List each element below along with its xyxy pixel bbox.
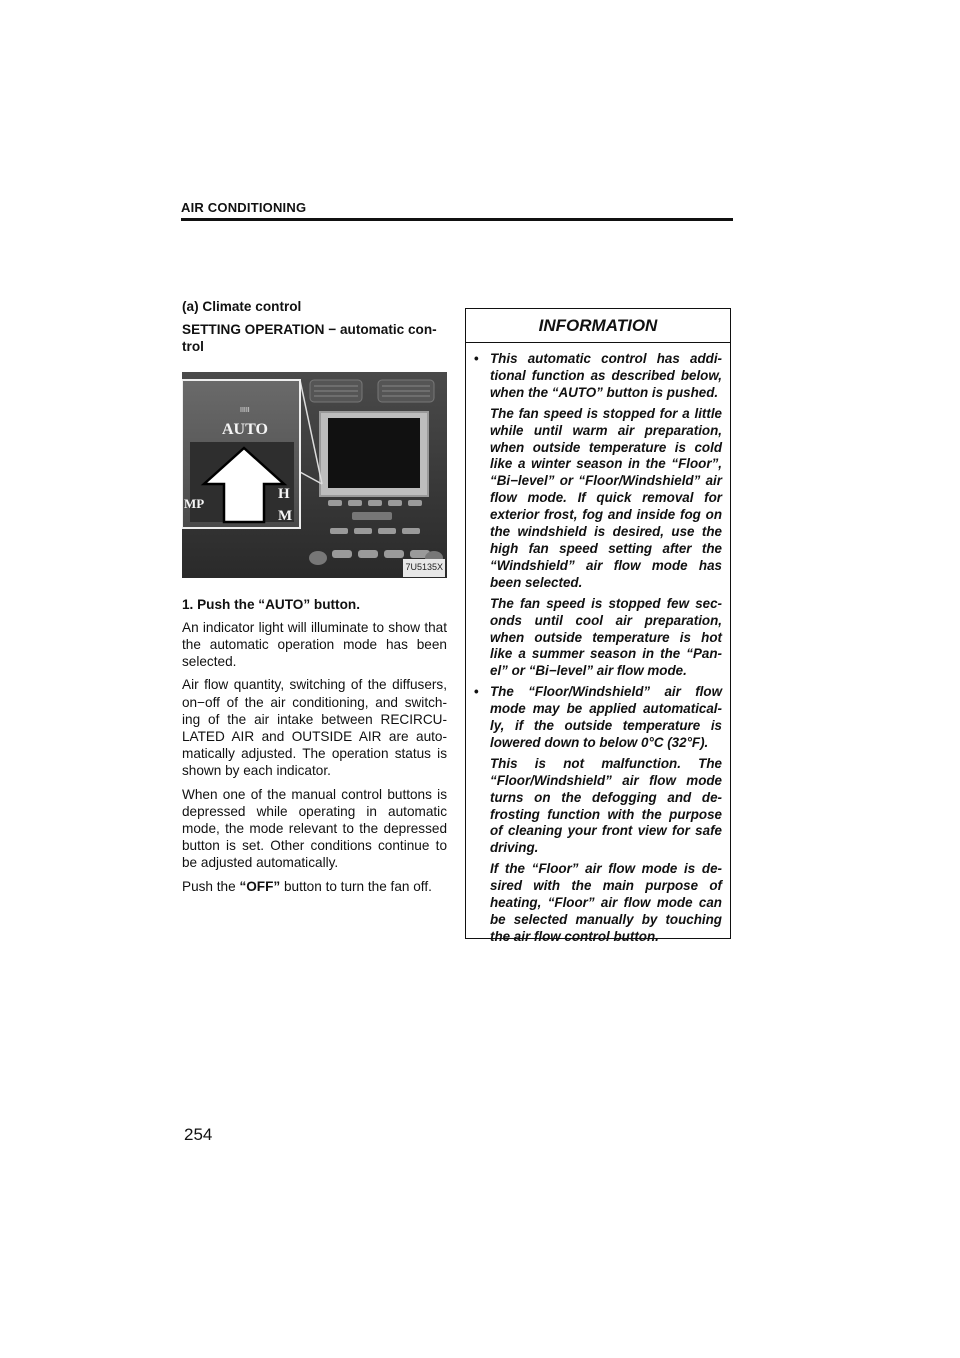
info-bullet-2-para-2: If the “Floor” air flow mode is de-sired with the main purpose of heating, “Floor” air flow mode can be selected manually by touching the air flow control button. xyxy=(490,861,722,944)
paragraph-2: Air flow quantity, switching of the diffusers, on−off of the air conditioning, and switch-ing of the air intake between RECIRCU-LATED AIR and OUTSIDE AIR are auto-matically adjusted. The operation status is shown by each indicator. xyxy=(182,677,447,779)
display-screen xyxy=(328,418,420,488)
info-bullet-2-para-1: This is not malfunction. The “Floor/Windshield” air flow mode turns on the defogging and de-frosting function with the purpose of cleaning your front view for safe driving. xyxy=(490,755,722,856)
paragraph-4 xyxy=(182,878,447,895)
paragraph-4-suffix: button to turn the fan off. xyxy=(280,878,432,894)
information-title: INFORMATION xyxy=(466,309,730,343)
left-column xyxy=(182,298,447,901)
paragraph-3: When one of the manual control buttons is depressed while operating in automatic mode, the mode relevant to the depressed button is set. Other conditions continue to be adjusted automatically. xyxy=(182,786,447,871)
info-bullet-1-text: This automatic control has addi-tional function as described below, when the “AUTO” button is pushed. xyxy=(490,351,722,400)
step-1: 1. Push the “AUTO” button. xyxy=(182,596,360,612)
info-bullet-2-text: The “Floor/Windshield” air flow mode may be applied automatical-ly, if the outside temperature is lowered down to below 0°C (32°F). xyxy=(490,684,722,750)
paragraph-1: An indicator light will illuminate to show that the automatic operation mode has been selected. xyxy=(182,619,447,670)
information-box xyxy=(465,308,731,944)
info-bullet-1-para-1: The fan speed is stopped for a little while until warm air preparation, when outside temperature is cold like a winter season in the “Floor”, “Bi−level” or “Floor/Windshield” air flow mode. If quick removal for exterior frost, fog and inside fog on the windshield is desired, use the high fan speed setting after the “Windshield” air flow mode has been selected. xyxy=(490,405,722,590)
bullet-icon: • xyxy=(474,351,479,366)
off-button-label: “OFF” xyxy=(239,878,281,894)
mp-label: MP xyxy=(184,495,205,511)
header-rule xyxy=(181,218,733,221)
page-number: 254 xyxy=(184,1125,213,1144)
section-heading: SETTING OPERATION − automatic con- trol xyxy=(182,322,437,355)
info-bullet-1-para-2: The fan speed is stopped few sec-onds until cool air preparation, when outside temperature is hot like a summer season in the “Pan-el” or “Bi−level” air flow mode. xyxy=(490,595,722,679)
dashboard-figure xyxy=(182,372,447,578)
figure-code: 7U5135X xyxy=(403,559,445,576)
info-bullet-1 xyxy=(474,351,722,402)
bullet-icon: • xyxy=(474,684,479,700)
m-label: M xyxy=(278,507,293,524)
section-subtitle: (a) Climate control xyxy=(182,299,302,314)
info-bullet-2 xyxy=(474,684,722,752)
dashboard-illustration xyxy=(182,372,447,578)
left-knob xyxy=(309,551,327,565)
page-header: AIR CONDITIONING xyxy=(181,200,307,215)
auto-label: AUTO xyxy=(222,420,268,438)
information-body xyxy=(466,343,730,946)
fan-bars-label: IIIII xyxy=(240,406,250,414)
paragraph-4-prefix: Push the xyxy=(182,878,240,894)
h-label: H xyxy=(278,485,290,502)
